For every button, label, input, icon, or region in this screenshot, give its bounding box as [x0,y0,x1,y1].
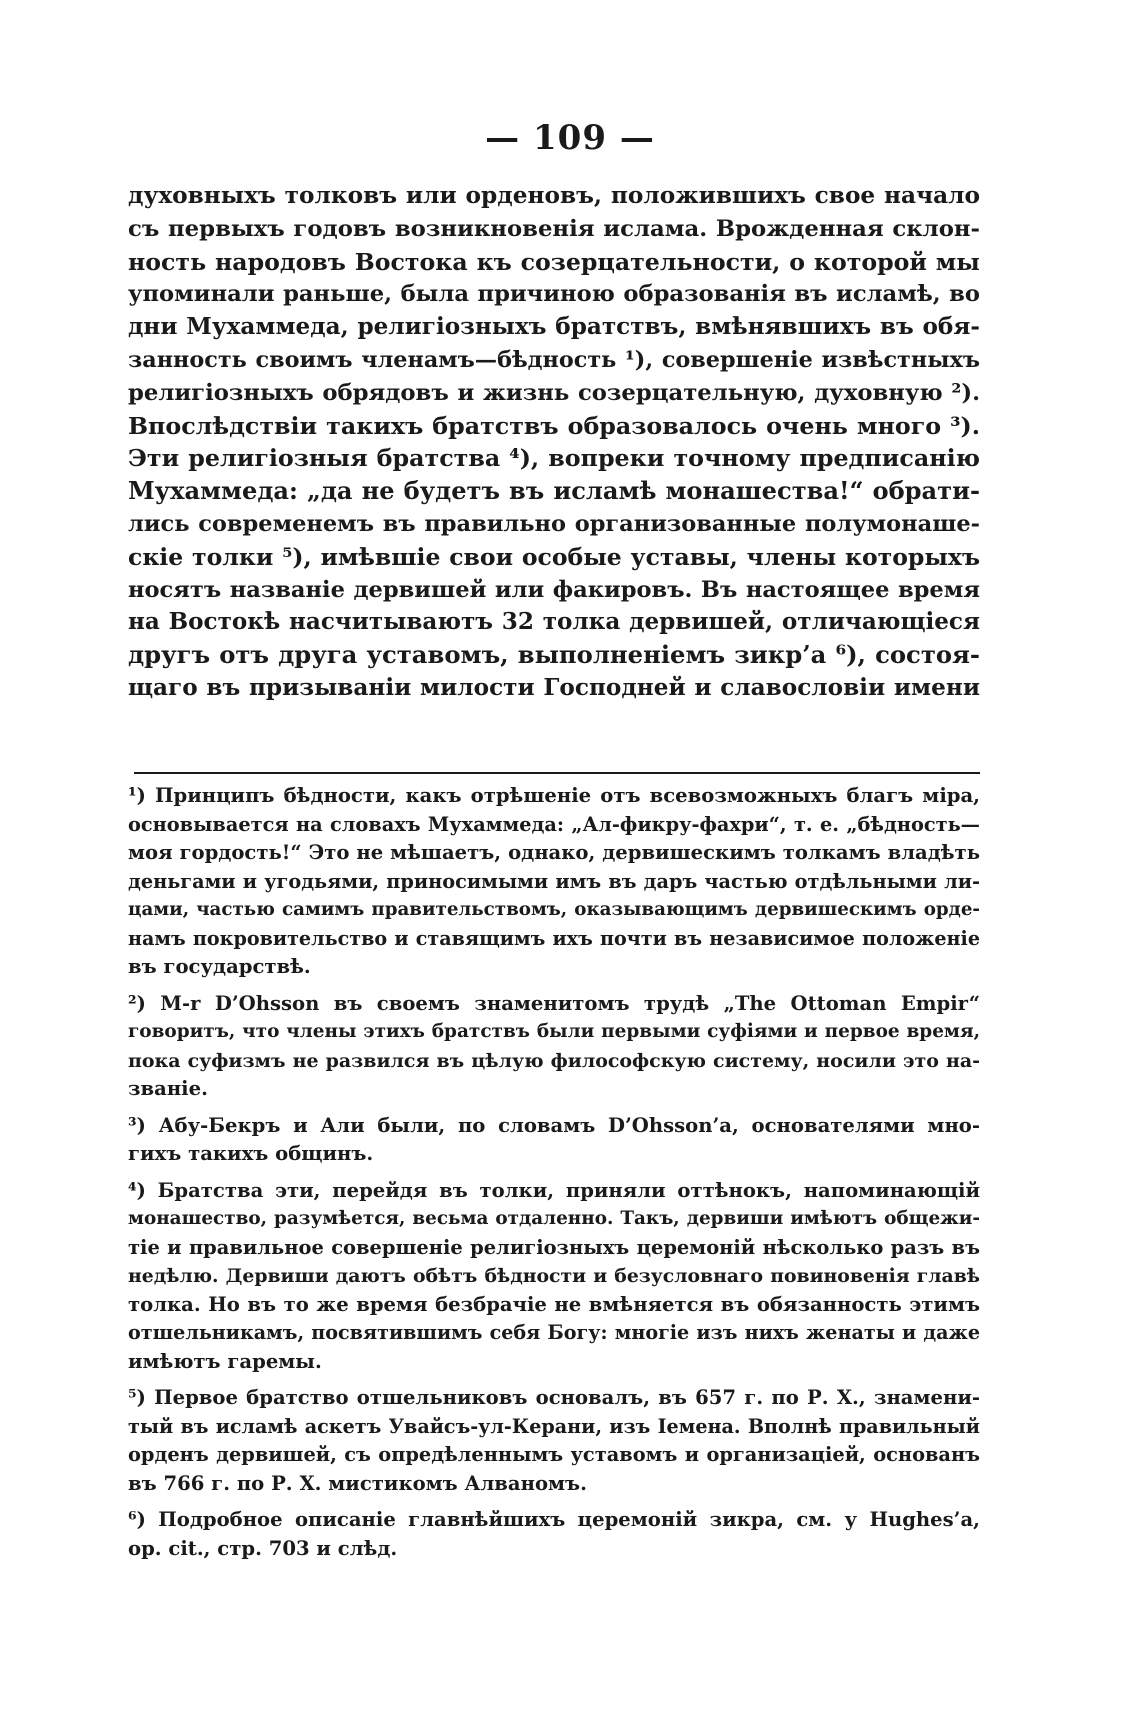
footnote-divider [134,772,980,774]
footnote-line: монашество, разумѣется, весьма отдаленно. Такъ, дервиши имѣютъ общежи- [128,1208,980,1229]
footnote-line: толка. Но въ то же время безбрачіе не вмѣняется въ обязанность этимъ [128,1292,980,1316]
footnote-line: ²) M-r D’Ohsson въ своемъ знаменитомъ трудѣ „The Ottoman Empir“ [128,991,980,1015]
footnote-line: ³) Абу-Бекръ и Али были, по словамъ D’Ohsson’a, основателями мно- [128,1113,980,1137]
text-line: носятъ названіе дервишей или факировъ. Въ настоящее время [128,576,980,603]
text-line: щаго въ призываніи милости Господней и славословіи имени [128,673,980,701]
footnote-line: основывается на словахъ Мухаммеда: „Ал-фикру-фахри“, т. е. „бѣдность— [128,812,980,836]
text-line: Эти религіозныя братства ⁴), вопреки точному предписанію [128,444,980,473]
text-line: дни Мухаммеда, религіозныхъ братствъ, вмѣнявшихъ въ обя- [128,313,980,341]
main-text [128,180,980,705]
footnote-line: цами, частью самимъ правительствомъ, оказывающимъ дервишескимъ орде- [128,899,980,920]
footnote-line: имѣютъ гаремы. [128,1349,322,1373]
footnote-line: орденъ дервишей, съ опредѣленнымъ уставомъ и организаціей, основанъ [128,1443,980,1466]
text-line: лись современемъ въ правильно организованные полумонаше- [128,510,980,537]
footnote-line: тый въ исламѣ аскетъ Увайсъ-ул-Керани, изъ Іемена. Вполнѣ правильный [128,1414,980,1438]
text-line: Впослѣдствіи такихъ братствъ образовалось очень много ³). [128,411,980,440]
footnote-line: намъ покровительство и ставящимъ ихъ почти въ независимое положеніе [128,926,980,950]
footnote-6 [128,1506,980,1563]
footnote-line: отшельникамъ, посвятившимъ себя Богу: многіе изъ нихъ женаты и даже [128,1321,980,1344]
footnotes [128,782,980,1563]
text-line: духовныхъ толковъ или орденовъ, положившихъ свое начало [128,182,980,209]
footnote-line: моя гордость!“ Это не мѣшаетъ, однако, дервишескимъ толкамъ владѣть [128,841,980,864]
text-line: съ первыхъ годовъ возникновенія ислама. Врожденная склон- [128,215,980,242]
footnote-line: op. cit., стр. 703 и слѣд. [128,1536,398,1560]
text-line: упоминали раньше, была причиною образованія въ исламѣ, во [128,281,980,308]
footnote-line: званіе. [128,1077,208,1100]
text-line: другъ отъ друга уставомъ, выполненіемъ зикр’а ⁶), состоя- [128,640,980,670]
text-line: ность народовъ Востока къ созерцательности, о которой мы [128,247,980,276]
footnote-line: пока суфизмъ не развился въ цѣлую философскую систему, носили это на- [128,1049,980,1072]
footnote-line: говоритъ, что члены этихъ братствъ были первыми суфіями и первое время, [128,1021,980,1042]
footnote-line: въ государствѣ. [128,955,311,978]
footnote-line: ¹) Принципъ бѣдности, какъ отрѣшеніе отъ всевозможныхъ благъ міра, [128,784,980,807]
text-line: скіе толки ⁵), имѣвшіе свои особые уставы, члены которыхъ [128,542,980,571]
footnote-line: ⁴) Братства эти, перейдя въ толки, приняли оттѣнокъ, напоминающій [128,1178,980,1202]
text-line: Мухаммеда: „да не будетъ въ исламѣ монашества!“ обрати- [128,476,980,506]
footnote-line: гихъ такихъ общинъ. [128,1142,374,1165]
footnote-5 [128,1384,980,1498]
page-number: — 109 — [485,118,655,158]
footnote-line: ⁵) Первое братство отшельниковъ основалъ, въ 657 г. по Р. X., знамени- [128,1386,980,1409]
footnote-line: въ 766 г. по Р. X. мистикомъ Алваномъ. [128,1471,587,1495]
footnote-line: ⁶) Подробное описаніе главнѣйшихъ церемоній зикра, см. у Hughes’a, [128,1508,980,1531]
footnote-line: тіе и правильное совершеніе религіозныхъ церемоній нѣсколько разъ въ [128,1235,980,1259]
text-line: на Востокѣ насчитываютъ 32 толка дервишей, отличающіеся [128,608,980,636]
footnote-line: деньгами и угодьями, приносимыми имъ въ даръ частью отдѣльными ли- [128,869,980,893]
footnote-4 [128,1177,980,1377]
footnote-2 [128,990,980,1104]
footnote-1 [128,782,980,982]
text-line: занность своимъ членамъ—бѣдность ¹), совершеніе извѣстныхъ [128,346,980,373]
footnote-line: недѣлю. Дервиши даютъ обѣтъ бѣдности и безусловнаго повиновенія главѣ [128,1265,980,1287]
footnote-3 [128,1112,980,1169]
text-line: религіозныхъ обрядовъ и жизнь созерцательную, духовную ²). [128,379,980,406]
